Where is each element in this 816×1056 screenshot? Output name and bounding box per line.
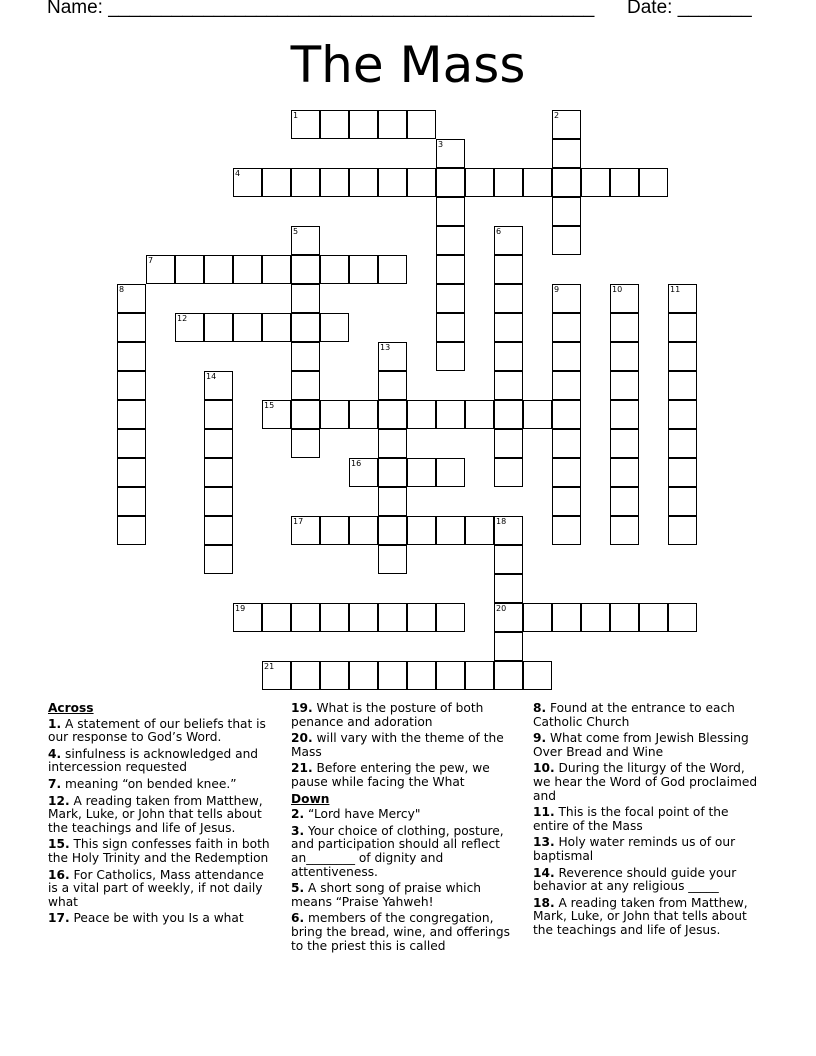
crossword-cell[interactable] bbox=[291, 603, 320, 632]
clue-number-label: 11 bbox=[670, 285, 681, 294]
crossword-cell[interactable] bbox=[117, 429, 146, 458]
crossword-cell[interactable] bbox=[552, 429, 581, 458]
across-clue-16: 16. For Catholics, Mass attendance is a vital part of weekly, if not daily what bbox=[48, 867, 264, 909]
crossword-cell[interactable] bbox=[436, 342, 465, 371]
crossword-cell[interactable] bbox=[262, 313, 291, 342]
crossword-cell[interactable] bbox=[494, 400, 523, 429]
crossword-cell[interactable] bbox=[668, 342, 697, 371]
clue-column-3 bbox=[533, 702, 765, 941]
crossword-cell[interactable] bbox=[117, 342, 146, 371]
crossword-cell[interactable] bbox=[291, 429, 320, 458]
crossword-cell[interactable] bbox=[378, 255, 407, 284]
across-clue-21: 21. Before entering the pew, we pause while facing the What bbox=[291, 761, 490, 789]
crossword-cell[interactable] bbox=[378, 168, 407, 197]
crossword-cell[interactable] bbox=[175, 255, 204, 284]
crossword-cell[interactable] bbox=[610, 342, 639, 371]
clue-number-label: 17 bbox=[293, 517, 304, 526]
crossword-cell[interactable] bbox=[378, 429, 407, 458]
crossword-cell[interactable] bbox=[523, 661, 552, 690]
crossword-cell[interactable] bbox=[552, 168, 581, 197]
crossword-cell[interactable] bbox=[349, 255, 378, 284]
crossword-cell[interactable] bbox=[494, 632, 523, 661]
crossword-cell[interactable] bbox=[262, 400, 291, 429]
crossword-cell[interactable] bbox=[233, 255, 262, 284]
crossword-cell[interactable] bbox=[378, 400, 407, 429]
crossword-cell[interactable] bbox=[494, 168, 523, 197]
crossword-cell[interactable] bbox=[349, 168, 378, 197]
clue-number-label: 5 bbox=[293, 227, 299, 236]
across-heading: Across bbox=[48, 701, 94, 715]
crossword-cell[interactable] bbox=[262, 661, 291, 690]
crossword-cell[interactable] bbox=[668, 516, 697, 545]
crossword-cell[interactable] bbox=[436, 139, 465, 168]
crossword-cell[interactable] bbox=[494, 226, 523, 255]
crossword-cell[interactable] bbox=[407, 458, 436, 487]
crossword-cell[interactable] bbox=[523, 400, 552, 429]
crossword-cell[interactable] bbox=[494, 284, 523, 313]
down-clue-5: 5. A short song of praise which means “Praise Yahweh! bbox=[291, 881, 481, 909]
down-clue-11: 11. This is the focal point of the entire of the Mass bbox=[533, 805, 729, 833]
crossword-cell[interactable] bbox=[407, 661, 436, 690]
down-clue-8: 8. Found at the entrance to each Catholic Church bbox=[533, 701, 735, 729]
crossword-cell[interactable] bbox=[465, 400, 494, 429]
crossword-cell[interactable] bbox=[639, 603, 668, 632]
clue-number-label: 14 bbox=[206, 372, 217, 381]
crossword-cell[interactable] bbox=[523, 603, 552, 632]
crossword-cell[interactable] bbox=[494, 603, 523, 632]
crossword-cell[interactable] bbox=[552, 458, 581, 487]
crossword-cell[interactable] bbox=[610, 400, 639, 429]
crossword-cell[interactable] bbox=[291, 226, 320, 255]
crossword-cell[interactable] bbox=[668, 429, 697, 458]
crossword-cell[interactable] bbox=[320, 168, 349, 197]
crossword-cell[interactable] bbox=[552, 139, 581, 168]
crossword-cell[interactable] bbox=[349, 661, 378, 690]
across-clue-15: 15. This sign confesses faith in both the Holy Trinity and the Redemption bbox=[48, 837, 270, 865]
clue-number-label: 8 bbox=[119, 285, 125, 294]
crossword-cell[interactable] bbox=[610, 458, 639, 487]
across-clue-12: 12. A reading taken from Matthew, Mark, Luke, or John that tells about the teachings and life of Jesus. bbox=[48, 793, 263, 835]
crossword-cell[interactable] bbox=[610, 313, 639, 342]
crossword-cell[interactable] bbox=[494, 342, 523, 371]
crossword-cell[interactable] bbox=[291, 110, 320, 139]
clue-number-label: 20 bbox=[496, 604, 507, 613]
across-clue-7: 7. meaning “on bended knee.” bbox=[48, 776, 237, 791]
crossword-cell[interactable] bbox=[320, 255, 349, 284]
crossword-cell[interactable] bbox=[320, 400, 349, 429]
crossword-cell[interactable] bbox=[436, 313, 465, 342]
down-clue-2: 2. “Lord have Mercy" bbox=[291, 807, 421, 822]
page-title: The Mass bbox=[290, 36, 526, 94]
crossword-cell[interactable] bbox=[639, 168, 668, 197]
crossword-cell[interactable] bbox=[117, 487, 146, 516]
crossword-cell[interactable] bbox=[349, 400, 378, 429]
clue-number-label: 16 bbox=[351, 459, 362, 468]
crossword-cell[interactable] bbox=[610, 429, 639, 458]
down-clue-14: 14. Reverence should guide your behavior at any religious _____ bbox=[533, 865, 737, 894]
crossword-cell[interactable] bbox=[494, 429, 523, 458]
crossword-cell[interactable] bbox=[552, 371, 581, 400]
crossword-cell[interactable] bbox=[668, 458, 697, 487]
crossword-cell[interactable] bbox=[291, 371, 320, 400]
crossword-cell[interactable] bbox=[262, 603, 291, 632]
crossword-cell[interactable] bbox=[378, 603, 407, 632]
crossword-cell[interactable] bbox=[668, 313, 697, 342]
across-clue-20: 20. will vary with the theme of the Mass bbox=[291, 731, 504, 759]
crossword-cell[interactable] bbox=[407, 168, 436, 197]
crossword-cell[interactable] bbox=[233, 313, 262, 342]
crossword-cell[interactable] bbox=[610, 284, 639, 313]
crossword-cell[interactable] bbox=[407, 603, 436, 632]
crossword-cell[interactable] bbox=[552, 603, 581, 632]
clue-number-label: 12 bbox=[177, 314, 188, 323]
crossword-cell[interactable] bbox=[291, 661, 320, 690]
crossword-cell[interactable] bbox=[494, 371, 523, 400]
crossword-cell[interactable] bbox=[233, 603, 262, 632]
crossword-cell[interactable] bbox=[552, 313, 581, 342]
across-clue-19: 19. What is the posture of both penance and adoration bbox=[291, 701, 484, 729]
crossword-cell[interactable] bbox=[117, 371, 146, 400]
clue-number-label: 10 bbox=[612, 285, 623, 294]
crossword-cell[interactable] bbox=[204, 545, 233, 574]
crossword-cell[interactable] bbox=[204, 255, 233, 284]
crossword-cell[interactable] bbox=[204, 487, 233, 516]
crossword-cell[interactable] bbox=[436, 255, 465, 284]
crossword-cell[interactable] bbox=[668, 603, 697, 632]
crossword-cell[interactable] bbox=[436, 400, 465, 429]
crossword-cell[interactable] bbox=[291, 516, 320, 545]
crossword-cell[interactable] bbox=[494, 458, 523, 487]
crossword-cell[interactable] bbox=[320, 313, 349, 342]
crossword-cell[interactable] bbox=[494, 313, 523, 342]
crossword-cell[interactable] bbox=[610, 487, 639, 516]
crossword-cell[interactable] bbox=[668, 400, 697, 429]
crossword-cell[interactable] bbox=[552, 226, 581, 255]
crossword-cell[interactable] bbox=[378, 545, 407, 574]
crossword-cell[interactable] bbox=[320, 110, 349, 139]
crossword-cell[interactable] bbox=[610, 516, 639, 545]
crossword-cell[interactable] bbox=[117, 313, 146, 342]
crossword-cell[interactable] bbox=[436, 458, 465, 487]
clue-number-label: 15 bbox=[264, 401, 275, 410]
crossword-cell[interactable] bbox=[378, 110, 407, 139]
crossword-cell[interactable] bbox=[436, 516, 465, 545]
crossword-cell[interactable] bbox=[291, 342, 320, 371]
crossword-cell[interactable] bbox=[291, 168, 320, 197]
crossword-cell[interactable] bbox=[175, 313, 204, 342]
clue-number-label: 21 bbox=[264, 662, 275, 671]
across-clue-17: 17. Peace be with you Is a what bbox=[48, 911, 244, 926]
crossword-cell[interactable] bbox=[349, 603, 378, 632]
crossword-cell[interactable] bbox=[291, 400, 320, 429]
crossword-cell[interactable] bbox=[204, 400, 233, 429]
clue-number-label: 6 bbox=[496, 227, 502, 236]
crossword-cell[interactable] bbox=[233, 168, 262, 197]
crossword-cell[interactable] bbox=[349, 110, 378, 139]
clue-number-label: 19 bbox=[235, 604, 246, 613]
crossword-cell[interactable] bbox=[320, 661, 349, 690]
crossword-cell[interactable] bbox=[552, 110, 581, 139]
crossword-cell[interactable] bbox=[407, 400, 436, 429]
across-clue-1: 1. A statement of our beliefs that is our response to God’s Word. bbox=[48, 716, 266, 745]
crossword-cell[interactable] bbox=[610, 603, 639, 632]
down-clue-6: 6. members of the congregation, bring the bread, wine, and offerings to the priest this is called bbox=[291, 911, 510, 953]
crossword-cell[interactable] bbox=[262, 168, 291, 197]
crossword-cell[interactable] bbox=[349, 458, 378, 487]
crossword-cell[interactable] bbox=[349, 516, 378, 545]
crossword-cell[interactable] bbox=[610, 168, 639, 197]
crossword-cell[interactable] bbox=[378, 342, 407, 371]
clue-number-label: 9 bbox=[554, 285, 560, 294]
crossword-cell[interactable] bbox=[436, 197, 465, 226]
clue-number-label: 13 bbox=[380, 343, 391, 352]
down-clue-3: 3. Your choice of clothing, posture, and participation should all reflect an________ of dignity and attentiveness. bbox=[291, 823, 504, 879]
crossword-cell[interactable] bbox=[436, 284, 465, 313]
clue-number-label: 7 bbox=[148, 256, 154, 265]
down-clue-10: 10. During the liturgy of the Word, we hear the Word of God proclaimed and bbox=[533, 761, 758, 803]
crossword-cell[interactable] bbox=[407, 110, 436, 139]
crossword-cell[interactable] bbox=[610, 371, 639, 400]
clue-number-label: 4 bbox=[235, 169, 241, 178]
crossword-cell[interactable] bbox=[204, 371, 233, 400]
crossword-cell[interactable] bbox=[378, 661, 407, 690]
crossword-cell[interactable] bbox=[465, 661, 494, 690]
clue-number-label: 18 bbox=[496, 517, 507, 526]
crossword-cell[interactable] bbox=[494, 574, 523, 603]
crossword-cell[interactable] bbox=[668, 371, 697, 400]
crossword-cell[interactable] bbox=[523, 168, 552, 197]
down-heading: Down bbox=[291, 791, 330, 806]
crossword-cell[interactable] bbox=[436, 661, 465, 690]
crossword-cell[interactable] bbox=[436, 226, 465, 255]
crossword-cell[interactable] bbox=[291, 313, 320, 342]
crossword-cell[interactable] bbox=[204, 313, 233, 342]
crossword-cell[interactable] bbox=[407, 516, 436, 545]
crossword-cell[interactable] bbox=[378, 371, 407, 400]
crossword-cell[interactable] bbox=[552, 400, 581, 429]
crossword-cell[interactable] bbox=[262, 255, 291, 284]
crossword-cell[interactable] bbox=[204, 458, 233, 487]
crossword-cell[interactable] bbox=[204, 516, 233, 545]
crossword-cell[interactable] bbox=[117, 458, 146, 487]
crossword-cell[interactable] bbox=[581, 168, 610, 197]
crossword-cell[interactable] bbox=[494, 661, 523, 690]
date-field-label[interactable]: Date: _______ bbox=[627, 0, 752, 18]
crossword-cell[interactable] bbox=[552, 487, 581, 516]
clue-column-1 bbox=[48, 702, 274, 929]
across-clue-4: 4. sinfulness is acknowledged and intercession requested bbox=[48, 746, 259, 775]
crossword-cell[interactable] bbox=[117, 516, 146, 545]
clue-number-label: 1 bbox=[293, 111, 299, 120]
crossword-cell[interactable] bbox=[291, 255, 320, 284]
crossword-cell[interactable] bbox=[117, 400, 146, 429]
crossword-cell[interactable] bbox=[668, 284, 697, 313]
crossword-cell[interactable] bbox=[291, 284, 320, 313]
crossword-cell[interactable] bbox=[378, 487, 407, 516]
crossword-cell[interactable] bbox=[552, 516, 581, 545]
crossword-cell[interactable] bbox=[465, 168, 494, 197]
crossword-cell[interactable] bbox=[494, 516, 523, 545]
crossword-cell[interactable] bbox=[436, 168, 465, 197]
name-field-label[interactable]: Name: ______________________________________________ bbox=[47, 0, 595, 18]
crossword-cell[interactable] bbox=[320, 516, 349, 545]
crossword-cell[interactable] bbox=[320, 603, 349, 632]
crossword-cell[interactable] bbox=[668, 487, 697, 516]
crossword-cell[interactable] bbox=[465, 516, 494, 545]
crossword-cell[interactable] bbox=[552, 197, 581, 226]
crossword-cell[interactable] bbox=[436, 603, 465, 632]
crossword-cell[interactable] bbox=[204, 429, 233, 458]
clue-column-2 bbox=[291, 702, 521, 956]
down-clue-13: 13. Holy water reminds us of our baptismal bbox=[533, 835, 736, 863]
down-clue-18: 18. A reading taken from Matthew, Mark, Luke, or John that tells about the teachings and life of Jesus. bbox=[533, 895, 748, 937]
down-clue-9: 9. What come from Jewish Blessing Over Bread and Wine bbox=[533, 731, 749, 759]
clue-number-label: 2 bbox=[554, 111, 560, 120]
crossword-cell[interactable] bbox=[552, 342, 581, 371]
crossword-cell[interactable] bbox=[378, 516, 407, 545]
crossword-cell[interactable] bbox=[117, 284, 146, 313]
crossword-cell[interactable] bbox=[378, 458, 407, 487]
crossword-cell[interactable] bbox=[494, 545, 523, 574]
crossword-cell[interactable] bbox=[581, 603, 610, 632]
clue-number-label: 3 bbox=[438, 140, 444, 149]
crossword-cell[interactable] bbox=[146, 255, 175, 284]
crossword-cell[interactable] bbox=[494, 255, 523, 284]
crossword-cell[interactable] bbox=[552, 284, 581, 313]
